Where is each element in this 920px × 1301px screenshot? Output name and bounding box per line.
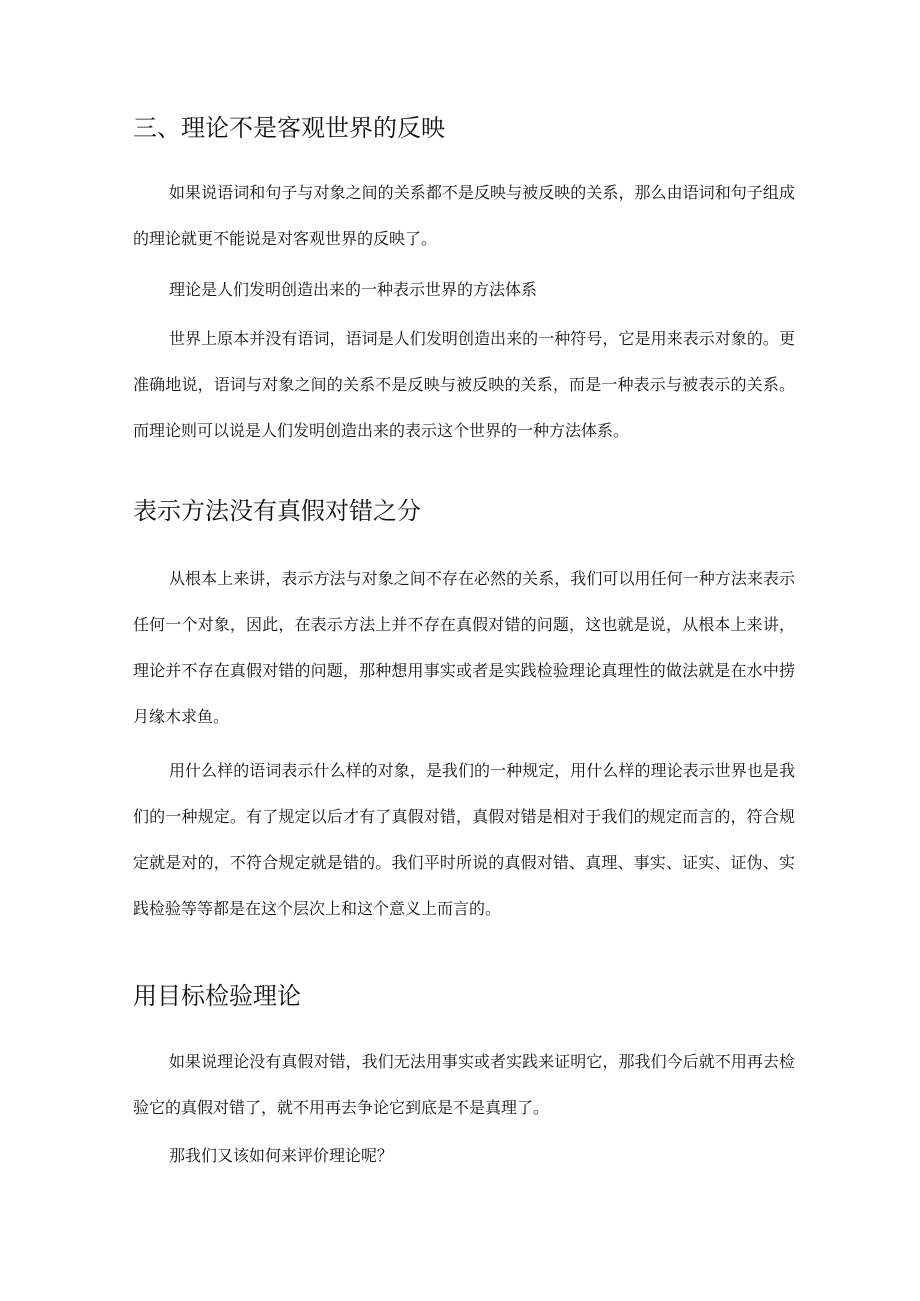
paragraph-1-2: 理论是人们发明创造出来的一种表示世界的方法体系 — [169, 280, 538, 299]
paragraph-2-1: 从根本上来讲，表示方法与对象之间不存在必然的关系，我们可以用任何一种方法来表示任何一个对象，因此，在表示方法上并不存在真假对错的问题，这也就是说，从根本上来讲，理论并不存在真假对错的问题，那种想用事实或者是实践检验理论真理性的做法就是在水中捞月缘木求鱼。 — [133, 569, 795, 726]
paragraph-1-3: 世界上原本并没有语词，语词是人们发明创造出来的一种符号，它是用来表示对象的。更准确地说，语词与对象之间的关系不是反映与被反映的关系，而是一种表示与被表示的关系。而理论则可以说是人们发明创造出来的表示这个世界的一种方法体系。 — [133, 329, 795, 440]
section-heading-1: 三、理论不是客观世界的反映 — [133, 114, 445, 142]
paragraph-3-2: 那我们又该如何来评价理论呢？ — [169, 1146, 394, 1165]
section-heading-3: 用目标检验理论 — [133, 982, 301, 1010]
section-heading-2: 表示方法没有真假对错之分 — [133, 497, 421, 525]
paragraph-3-1: 如果说理论没有真假对错，我们无法用事实或者实践来证明它，那我们今后就不用再去检验它的真假对错了，就不用再去争论它到底是不是真理了。 — [133, 1052, 795, 1117]
paragraph-2-2: 用什么样的语词表示什么样的对象，是我们的一种规定，用什么样的理论表示世界也是我们的一种规定。有了规定以后才有了真假对错，真假对错是相对于我们的规定而言的，符合规定就是对的，不符合规定就是错的。我们平时所说的真假对错、真理、事实、证实、证伪、实践检验等等都是在这个层次上和这个意义上而言的。 — [133, 761, 795, 918]
paragraph-1-1: 如果说语词和句子与对象之间的关系都不是反映与被反映的关系，那么由语词和句子组成的理论就更不能说是对客观世界的反映了。 — [133, 183, 795, 248]
